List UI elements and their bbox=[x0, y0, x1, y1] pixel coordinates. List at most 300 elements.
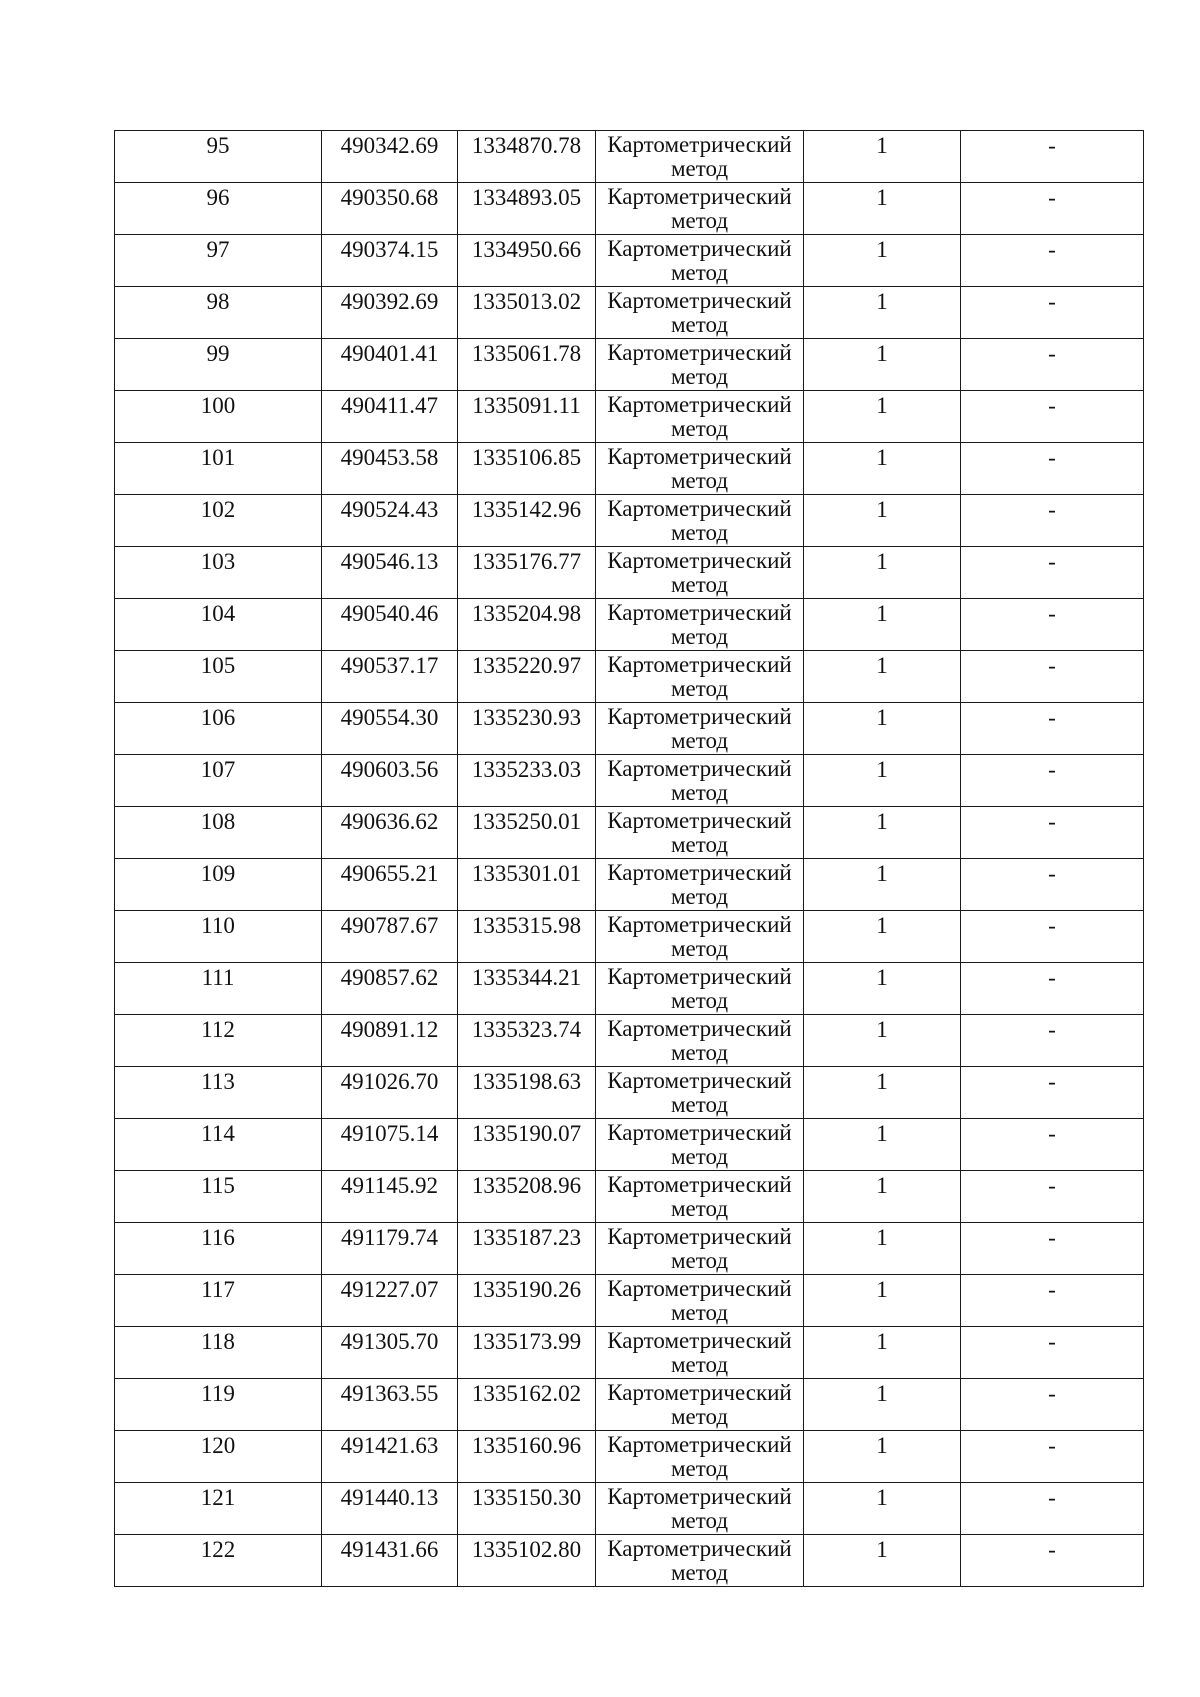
method-line-1: Картометрический bbox=[607, 704, 792, 729]
accuracy-cell bbox=[804, 911, 961, 963]
x-coordinate-cell bbox=[322, 911, 458, 963]
point-number-cell bbox=[115, 1535, 322, 1587]
point-number: 119 bbox=[201, 1381, 235, 1406]
extra-value: - bbox=[1048, 341, 1056, 366]
method-text bbox=[596, 651, 803, 702]
extra-value: - bbox=[1048, 1537, 1056, 1562]
method-line-2: метод bbox=[670, 832, 729, 857]
y-coordinate: 1335176.77 bbox=[471, 549, 582, 574]
extra-cell bbox=[961, 1067, 1144, 1119]
method-line-2: метод bbox=[670, 208, 729, 233]
table-row bbox=[115, 1067, 1144, 1119]
x-coordinate-cell bbox=[322, 1327, 458, 1379]
method-line-1: Картометрический bbox=[607, 1016, 792, 1041]
method-line-1: Картометрический bbox=[607, 236, 792, 261]
method-cell bbox=[596, 1379, 804, 1431]
x-coordinate-cell bbox=[322, 1171, 458, 1223]
point-number-cell bbox=[115, 911, 322, 963]
method-line-2: метод bbox=[670, 1508, 729, 1533]
point-number: 98 bbox=[206, 289, 230, 314]
point-number-cell bbox=[115, 287, 322, 339]
point-number: 113 bbox=[201, 1069, 235, 1094]
table-row bbox=[115, 1015, 1144, 1067]
table-row bbox=[115, 703, 1144, 755]
point-number-cell bbox=[115, 1119, 322, 1171]
extra-cell bbox=[961, 1015, 1144, 1067]
point-number-cell bbox=[115, 859, 322, 911]
method-line-1: Картометрический bbox=[607, 1328, 792, 1353]
x-coordinate: 491421.63 bbox=[340, 1433, 439, 1458]
accuracy-cell bbox=[804, 235, 961, 287]
point-number-cell bbox=[115, 651, 322, 703]
y-coordinate: 1335091.11 bbox=[472, 393, 581, 418]
x-coordinate: 490342.69 bbox=[340, 133, 439, 158]
method-cell bbox=[596, 807, 804, 859]
x-coordinate: 491363.55 bbox=[340, 1381, 439, 1406]
x-coordinate: 490524.43 bbox=[340, 497, 439, 522]
x-coordinate-cell bbox=[322, 1535, 458, 1587]
y-coordinate-cell bbox=[458, 1275, 596, 1327]
point-number-cell bbox=[115, 963, 322, 1015]
method-line-1: Картометрический bbox=[607, 1536, 792, 1561]
method-text bbox=[596, 1067, 803, 1118]
method-text bbox=[596, 287, 803, 338]
y-coordinate-cell bbox=[458, 1431, 596, 1483]
x-coordinate: 490540.46 bbox=[340, 601, 439, 626]
x-coordinate-cell bbox=[322, 1431, 458, 1483]
method-text bbox=[596, 1015, 803, 1066]
y-coordinate: 1335173.99 bbox=[471, 1329, 582, 1354]
x-coordinate: 490546.13 bbox=[340, 549, 439, 574]
table-row bbox=[115, 1223, 1144, 1275]
accuracy-value: 1 bbox=[876, 809, 888, 834]
point-number-cell bbox=[115, 235, 322, 287]
point-number: 103 bbox=[200, 549, 236, 574]
table-row bbox=[115, 287, 1144, 339]
point-number-cell bbox=[115, 1067, 322, 1119]
method-line-2: метод bbox=[670, 728, 729, 753]
method-cell bbox=[596, 1431, 804, 1483]
accuracy-value: 1 bbox=[876, 757, 888, 782]
accuracy-value: 1 bbox=[876, 341, 888, 366]
extra-value: - bbox=[1048, 1433, 1056, 1458]
table-row bbox=[115, 963, 1144, 1015]
method-text bbox=[596, 599, 803, 650]
x-coordinate-cell bbox=[322, 547, 458, 599]
method-cell bbox=[596, 1015, 804, 1067]
y-coordinate-cell bbox=[458, 495, 596, 547]
extra-value: - bbox=[1048, 1277, 1056, 1302]
y-coordinate-cell bbox=[458, 1171, 596, 1223]
accuracy-value: 1 bbox=[876, 1537, 888, 1562]
extra-cell bbox=[961, 287, 1144, 339]
point-number: 107 bbox=[200, 757, 236, 782]
x-coordinate-cell bbox=[322, 1483, 458, 1535]
accuracy-value: 1 bbox=[876, 1485, 888, 1510]
table-row bbox=[115, 1171, 1144, 1223]
method-line-2: метод bbox=[670, 936, 729, 961]
y-coordinate-cell bbox=[458, 651, 596, 703]
extra-cell bbox=[961, 235, 1144, 287]
extra-cell bbox=[961, 1275, 1144, 1327]
table-row bbox=[115, 1379, 1144, 1431]
extra-cell bbox=[961, 755, 1144, 807]
point-number-cell bbox=[115, 443, 322, 495]
x-coordinate: 490537.17 bbox=[340, 653, 439, 678]
method-text bbox=[596, 1483, 803, 1534]
accuracy-cell bbox=[804, 287, 961, 339]
accuracy-value: 1 bbox=[876, 653, 888, 678]
point-number-cell bbox=[115, 391, 322, 443]
method-cell bbox=[596, 859, 804, 911]
method-line-1: Картометрический bbox=[607, 132, 792, 157]
extra-value: - bbox=[1048, 913, 1056, 938]
extra-cell bbox=[961, 599, 1144, 651]
point-number-cell bbox=[115, 1379, 322, 1431]
extra-value: - bbox=[1048, 653, 1056, 678]
x-coordinate-cell bbox=[322, 1067, 458, 1119]
point-number-cell bbox=[115, 183, 322, 235]
method-line-2: метод bbox=[670, 1456, 729, 1481]
x-coordinate-cell bbox=[322, 131, 458, 183]
extra-value: - bbox=[1048, 133, 1056, 158]
method-text bbox=[596, 703, 803, 754]
extra-cell bbox=[961, 391, 1144, 443]
method-cell bbox=[596, 391, 804, 443]
x-coordinate: 490392.69 bbox=[340, 289, 439, 314]
x-coordinate-cell bbox=[322, 443, 458, 495]
accuracy-value: 1 bbox=[876, 705, 888, 730]
point-number-cell bbox=[115, 339, 322, 391]
point-number-cell bbox=[115, 755, 322, 807]
accuracy-cell bbox=[804, 1171, 961, 1223]
extra-cell bbox=[961, 443, 1144, 495]
y-coordinate-cell bbox=[458, 1067, 596, 1119]
x-coordinate: 490411.47 bbox=[341, 393, 438, 418]
point-number-cell bbox=[115, 131, 322, 183]
method-line-2: метод bbox=[670, 780, 729, 805]
y-coordinate: 1335142.96 bbox=[471, 497, 582, 522]
method-cell bbox=[596, 703, 804, 755]
method-cell bbox=[596, 287, 804, 339]
method-text bbox=[596, 547, 803, 598]
table-row bbox=[115, 1327, 1144, 1379]
x-coordinate-cell bbox=[322, 651, 458, 703]
y-coordinate: 1335013.02 bbox=[471, 289, 582, 314]
y-coordinate-cell bbox=[458, 703, 596, 755]
point-number-cell bbox=[115, 1223, 322, 1275]
table-row bbox=[115, 183, 1144, 235]
x-coordinate: 490636.62 bbox=[340, 809, 439, 834]
point-number: 110 bbox=[201, 913, 235, 938]
method-text bbox=[596, 1119, 803, 1170]
y-coordinate: 1335190.07 bbox=[471, 1121, 582, 1146]
extra-cell bbox=[961, 703, 1144, 755]
method-line-2: метод bbox=[670, 1300, 729, 1325]
accuracy-value: 1 bbox=[876, 445, 888, 470]
extra-cell bbox=[961, 1119, 1144, 1171]
x-coordinate-cell bbox=[322, 599, 458, 651]
method-line-1: Картометрический bbox=[607, 912, 792, 937]
method-text bbox=[596, 339, 803, 390]
extra-value: - bbox=[1048, 549, 1056, 574]
point-number-cell bbox=[115, 1275, 322, 1327]
y-coordinate-cell bbox=[458, 1119, 596, 1171]
y-coordinate: 1335160.96 bbox=[471, 1433, 582, 1458]
method-line-2: метод bbox=[670, 468, 729, 493]
y-coordinate: 1335162.02 bbox=[471, 1381, 582, 1406]
extra-value: - bbox=[1048, 1225, 1056, 1250]
method-line-1: Картометрический bbox=[607, 1120, 792, 1145]
extra-value: - bbox=[1048, 601, 1056, 626]
extra-cell bbox=[961, 1171, 1144, 1223]
y-coordinate: 1335323.74 bbox=[471, 1017, 582, 1042]
table-row bbox=[115, 599, 1144, 651]
method-line-1: Картометрический bbox=[607, 600, 792, 625]
method-line-1: Картометрический bbox=[607, 1484, 792, 1509]
extra-cell bbox=[961, 547, 1144, 599]
y-coordinate: 1335315.98 bbox=[471, 913, 582, 938]
method-line-1: Картометрический bbox=[607, 184, 792, 209]
method-text bbox=[596, 807, 803, 858]
method-line-2: метод bbox=[670, 1404, 729, 1429]
method-cell bbox=[596, 1119, 804, 1171]
accuracy-value: 1 bbox=[876, 1381, 888, 1406]
x-coordinate: 490857.62 bbox=[340, 965, 439, 990]
method-line-2: метод bbox=[670, 572, 729, 597]
point-number-cell bbox=[115, 599, 322, 651]
method-line-1: Картометрический bbox=[607, 964, 792, 989]
point-number-cell bbox=[115, 703, 322, 755]
y-coordinate-cell bbox=[458, 859, 596, 911]
point-number-cell bbox=[115, 495, 322, 547]
accuracy-cell bbox=[804, 807, 961, 859]
method-line-2: метод bbox=[670, 676, 729, 701]
y-coordinate: 1334950.66 bbox=[471, 237, 582, 262]
x-coordinate: 490603.56 bbox=[340, 757, 439, 782]
x-coordinate-cell bbox=[322, 235, 458, 287]
method-text bbox=[596, 183, 803, 234]
extra-cell bbox=[961, 963, 1144, 1015]
accuracy-cell bbox=[804, 1067, 961, 1119]
accuracy-value: 1 bbox=[876, 497, 888, 522]
extra-value: - bbox=[1048, 393, 1056, 418]
extra-value: - bbox=[1048, 809, 1056, 834]
accuracy-cell bbox=[804, 183, 961, 235]
x-coordinate: 491431.66 bbox=[340, 1537, 439, 1562]
extra-value: - bbox=[1048, 289, 1056, 314]
point-number: 96 bbox=[206, 185, 230, 210]
method-text bbox=[596, 755, 803, 806]
extra-cell bbox=[961, 183, 1144, 235]
y-coordinate-cell bbox=[458, 1535, 596, 1587]
table-row bbox=[115, 443, 1144, 495]
x-coordinate-cell bbox=[322, 1015, 458, 1067]
method-cell bbox=[596, 1067, 804, 1119]
x-coordinate-cell bbox=[322, 339, 458, 391]
x-coordinate: 490554.30 bbox=[340, 705, 439, 730]
extra-value: - bbox=[1048, 965, 1056, 990]
method-line-2: метод bbox=[670, 156, 729, 181]
table-row bbox=[115, 391, 1144, 443]
method-line-2: метод bbox=[670, 1144, 729, 1169]
point-number: 120 bbox=[200, 1433, 236, 1458]
method-line-2: метод bbox=[670, 1040, 729, 1065]
method-cell bbox=[596, 651, 804, 703]
extra-value: - bbox=[1048, 185, 1056, 210]
method-cell bbox=[596, 443, 804, 495]
method-line-2: метод bbox=[670, 1248, 729, 1273]
accuracy-value: 1 bbox=[876, 1433, 888, 1458]
method-line-1: Картометрический bbox=[607, 808, 792, 833]
extra-value: - bbox=[1048, 1329, 1056, 1354]
accuracy-value: 1 bbox=[876, 913, 888, 938]
method-text bbox=[596, 131, 803, 182]
x-coordinate-cell bbox=[322, 183, 458, 235]
x-coordinate-cell bbox=[322, 495, 458, 547]
accuracy-cell bbox=[804, 495, 961, 547]
method-line-1: Картометрический bbox=[607, 392, 792, 417]
accuracy-cell bbox=[804, 963, 961, 1015]
accuracy-cell bbox=[804, 1275, 961, 1327]
method-line-2: метод bbox=[670, 260, 729, 285]
extra-cell bbox=[961, 1327, 1144, 1379]
x-coordinate-cell bbox=[322, 859, 458, 911]
accuracy-cell bbox=[804, 755, 961, 807]
table-row bbox=[115, 547, 1144, 599]
method-line-1: Картометрический bbox=[607, 444, 792, 469]
y-coordinate-cell bbox=[458, 755, 596, 807]
extra-value: - bbox=[1048, 757, 1056, 782]
table-row bbox=[115, 859, 1144, 911]
x-coordinate-cell bbox=[322, 755, 458, 807]
y-coordinate-cell bbox=[458, 963, 596, 1015]
point-number: 115 bbox=[201, 1173, 235, 1198]
y-coordinate-cell bbox=[458, 1223, 596, 1275]
y-coordinate-cell bbox=[458, 911, 596, 963]
method-line-2: метод bbox=[670, 624, 729, 649]
extra-cell bbox=[961, 1535, 1144, 1587]
method-line-2: метод bbox=[670, 1352, 729, 1377]
method-cell bbox=[596, 183, 804, 235]
extra-cell bbox=[961, 651, 1144, 703]
method-text bbox=[596, 1275, 803, 1326]
extra-value: - bbox=[1048, 1017, 1056, 1042]
x-coordinate: 491179.74 bbox=[341, 1225, 438, 1250]
accuracy-value: 1 bbox=[876, 549, 888, 574]
extra-value: - bbox=[1048, 861, 1056, 886]
x-coordinate-cell bbox=[322, 963, 458, 1015]
point-number: 102 bbox=[200, 497, 236, 522]
y-coordinate: 1335190.26 bbox=[471, 1277, 582, 1302]
y-coordinate: 1335220.97 bbox=[471, 653, 582, 678]
x-coordinate-cell bbox=[322, 391, 458, 443]
table-row bbox=[115, 339, 1144, 391]
method-line-2: метод bbox=[670, 988, 729, 1013]
point-number: 121 bbox=[200, 1485, 236, 1510]
accuracy-cell bbox=[804, 1327, 961, 1379]
y-coordinate: 1335204.98 bbox=[471, 601, 582, 626]
method-text bbox=[596, 911, 803, 962]
x-coordinate: 491145.92 bbox=[341, 1173, 438, 1198]
x-coordinate: 490401.41 bbox=[340, 341, 439, 366]
x-coordinate: 491075.14 bbox=[340, 1121, 439, 1146]
y-coordinate: 1335344.21 bbox=[471, 965, 582, 990]
accuracy-cell bbox=[804, 859, 961, 911]
y-coordinate: 1335061.78 bbox=[471, 341, 582, 366]
method-text bbox=[596, 1327, 803, 1378]
method-line-1: Картометрический bbox=[607, 1276, 792, 1301]
y-coordinate-cell bbox=[458, 443, 596, 495]
y-coordinate-cell bbox=[458, 1483, 596, 1535]
method-cell bbox=[596, 1275, 804, 1327]
point-number: 101 bbox=[200, 445, 236, 470]
extra-value: - bbox=[1048, 1381, 1056, 1406]
x-coordinate: 491026.70 bbox=[340, 1069, 439, 1094]
point-number-cell bbox=[115, 1327, 322, 1379]
y-coordinate-cell bbox=[458, 131, 596, 183]
method-cell bbox=[596, 235, 804, 287]
y-coordinate: 1334893.05 bbox=[471, 185, 582, 210]
point-number-cell bbox=[115, 807, 322, 859]
accuracy-cell bbox=[804, 1119, 961, 1171]
method-line-1: Картометрический bbox=[607, 756, 792, 781]
table-row bbox=[115, 1119, 1144, 1171]
extra-value: - bbox=[1048, 705, 1056, 730]
method-cell bbox=[596, 599, 804, 651]
accuracy-value: 1 bbox=[876, 185, 888, 210]
extra-cell bbox=[961, 1431, 1144, 1483]
method-cell bbox=[596, 755, 804, 807]
method-line-1: Картометрический bbox=[607, 860, 792, 885]
table-row bbox=[115, 1431, 1144, 1483]
point-number: 100 bbox=[200, 393, 236, 418]
accuracy-cell bbox=[804, 339, 961, 391]
y-coordinate-cell bbox=[458, 1327, 596, 1379]
table-row bbox=[115, 807, 1144, 859]
method-cell bbox=[596, 963, 804, 1015]
method-line-1: Картометрический bbox=[607, 340, 792, 365]
accuracy-value: 1 bbox=[876, 861, 888, 886]
method-line-1: Картометрический bbox=[607, 288, 792, 313]
method-text bbox=[596, 1535, 803, 1586]
method-text bbox=[596, 1379, 803, 1430]
method-line-2: метод bbox=[670, 416, 729, 441]
point-number: 109 bbox=[200, 861, 236, 886]
x-coordinate-cell bbox=[322, 703, 458, 755]
y-coordinate: 1334870.78 bbox=[471, 133, 582, 158]
point-number: 116 bbox=[201, 1225, 235, 1250]
point-number: 106 bbox=[200, 705, 236, 730]
x-coordinate: 491440.13 bbox=[340, 1485, 439, 1510]
x-coordinate-cell bbox=[322, 1223, 458, 1275]
method-cell bbox=[596, 911, 804, 963]
method-line-2: метод bbox=[670, 1196, 729, 1221]
extra-value: - bbox=[1048, 1069, 1056, 1094]
accuracy-value: 1 bbox=[876, 393, 888, 418]
y-coordinate: 1335250.01 bbox=[471, 809, 582, 834]
accuracy-cell bbox=[804, 1535, 961, 1587]
accuracy-cell bbox=[804, 599, 961, 651]
table-row bbox=[115, 755, 1144, 807]
extra-value: - bbox=[1048, 237, 1056, 262]
accuracy-cell bbox=[804, 131, 961, 183]
y-coordinate-cell bbox=[458, 547, 596, 599]
table-row bbox=[115, 495, 1144, 547]
method-text bbox=[596, 1431, 803, 1482]
point-number: 105 bbox=[200, 653, 236, 678]
y-coordinate-cell bbox=[458, 235, 596, 287]
